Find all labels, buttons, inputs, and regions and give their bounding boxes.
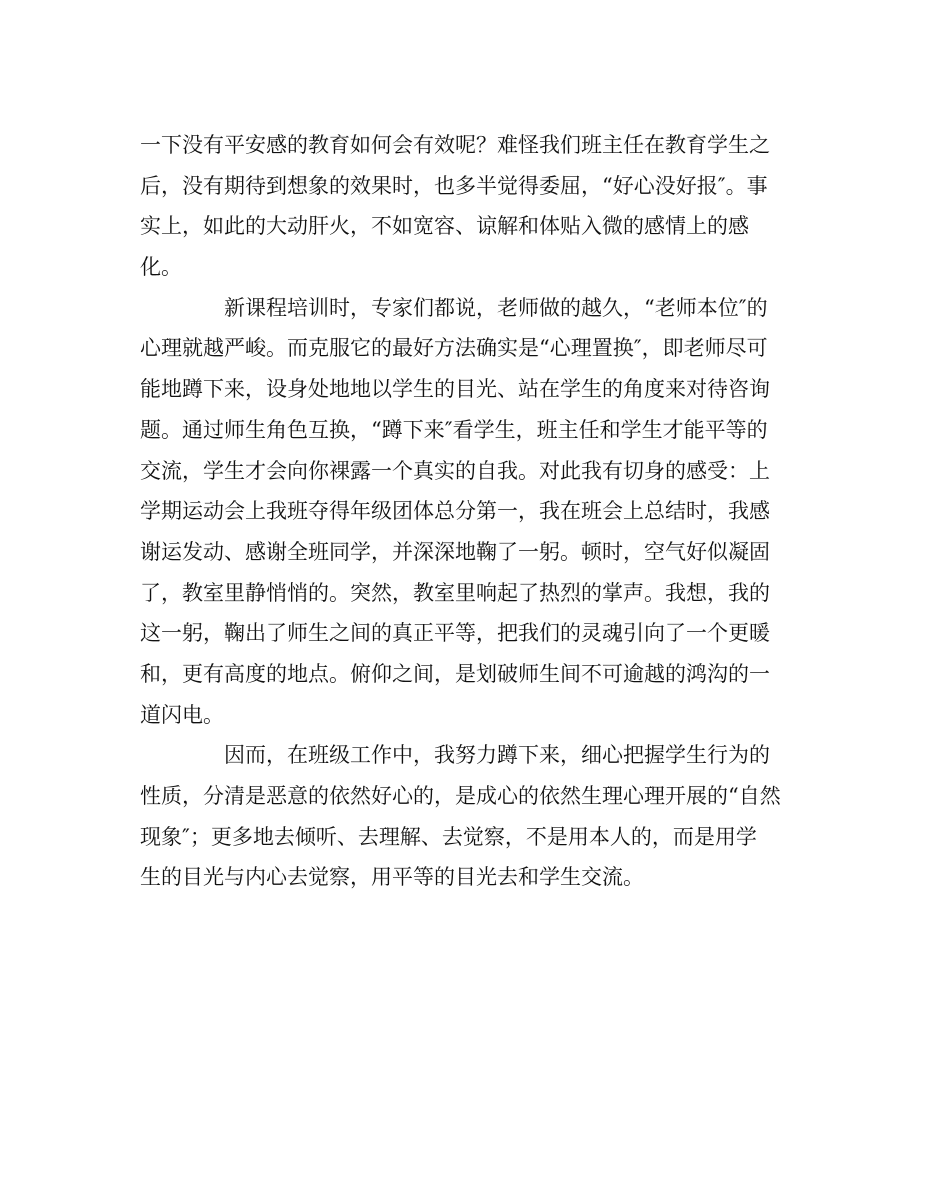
text-line: 谢运发动、感谢全班同学，并深深地鞠了一躬。顿时，空气好似凝固 <box>140 539 770 564</box>
text-line: 一下没有平安感的教育如何会有效呢？难怪我们班主任在教育学生之 <box>140 133 770 157</box>
paragraph-1 <box>140 125 820 288</box>
text-line: 实上，如此的大动肝火，不如宽容、谅解和体贴入微的感情上的感 <box>140 214 749 239</box>
paragraph-3 <box>140 735 820 898</box>
text-line: 心理就越严峻。而克服它的最好方法确实是“心理置换″，即老师尽可 <box>140 336 768 361</box>
text-line: 新课程培训时，专家们都说，老师做的越久，“老师本位″的 <box>224 295 768 320</box>
paragraph-2 <box>140 288 820 736</box>
text-line: 和，更有高度的地点。俯仰之间，是划破师生间不可逾越的鸿沟的一 <box>140 661 770 686</box>
text-line: 生的目光与内心去觉察，用平等的目光去和学生交流。 <box>140 865 644 890</box>
text-line: 交流，学生才会向你裸露一个真实的自我。对此我有切身的感受：上 <box>140 458 770 483</box>
text-line: 性质，分清是恶意的依然好心的，是成心的依然生理心理开展的“自然 <box>140 784 781 808</box>
text-line: 现象″；更多地去倾听、去理解、去觉察，不是用本人的，而是用学 <box>140 824 757 849</box>
document-body <box>140 125 820 898</box>
text-line: 道闪电。 <box>140 702 224 727</box>
text-line: 后，没有期待到想象的效果时，也多半觉得委屈，“好心没好报″。事 <box>140 173 768 198</box>
text-line: 化。 <box>140 255 182 280</box>
text-line: 这一躬，鞠出了师生之间的真正平等，把我们的灵魂引向了一个更暖 <box>140 621 770 646</box>
text-line: 了，教室里静悄悄的。突然，教室里响起了热烈的掌声。我想，我的 <box>140 580 770 605</box>
text-line: 题。通过师生角色互换，“蹲下来″看学生，班主任和学生才能平等的 <box>140 417 768 442</box>
text-line: 学期运动会上我班夺得年级团体总分第一，我在班会上总结时，我感 <box>140 499 770 524</box>
text-line: 能地蹲下来，设身处地地以学生的目光、站在学生的角度来对待咨询 <box>140 377 770 402</box>
text-line: 因而，在班级工作中，我努力蹲下来，细心把握学生行为的 <box>224 743 770 768</box>
